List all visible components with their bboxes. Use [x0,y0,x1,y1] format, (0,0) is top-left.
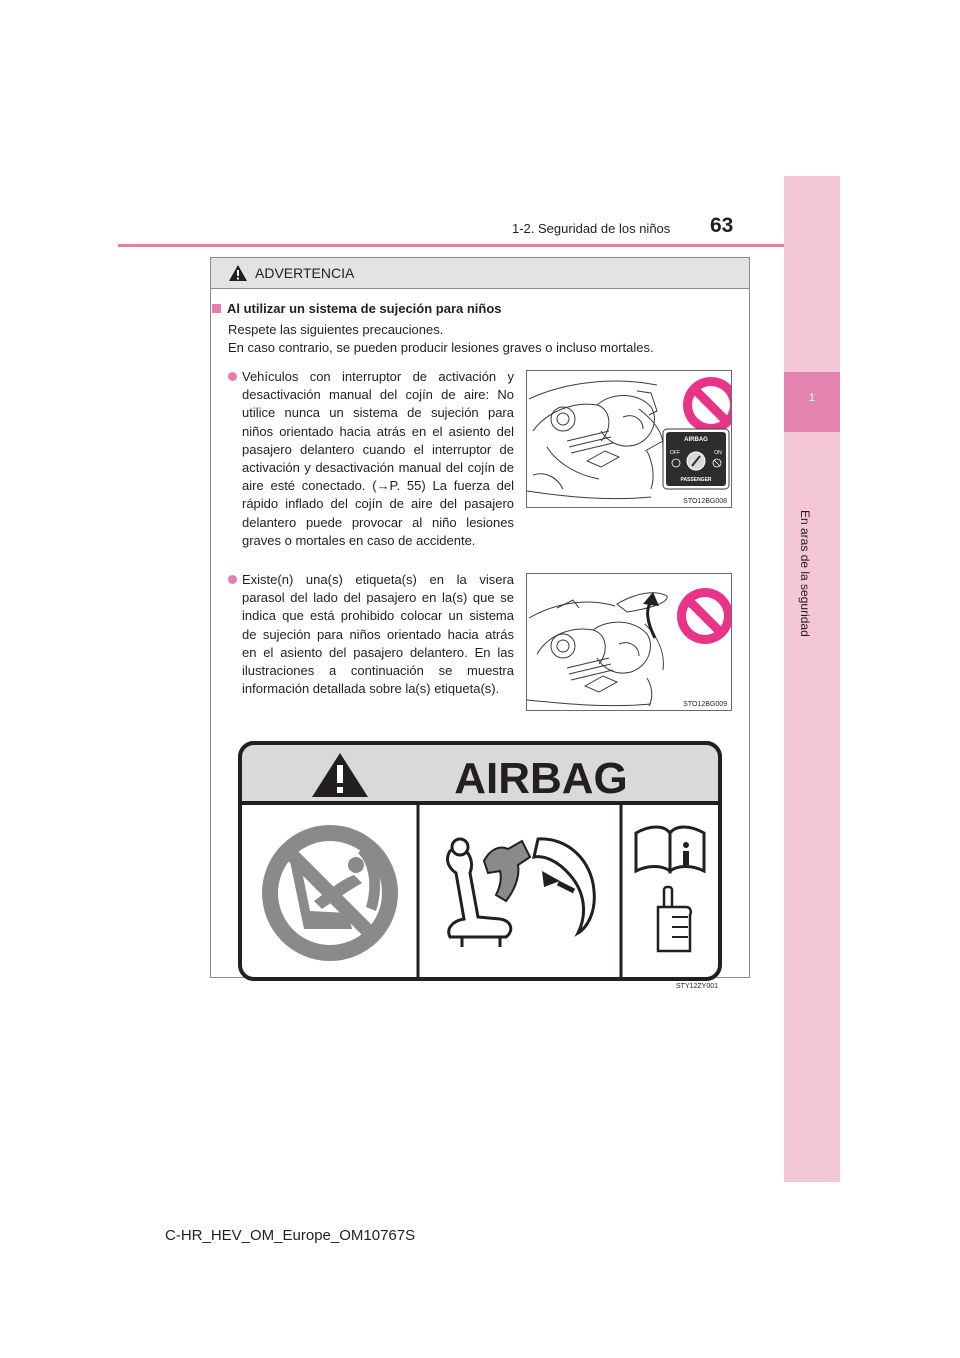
warning-intro-line: Respete las siguientes precauciones. [228,322,444,337]
warning-subhead [212,301,502,316]
prohibited-rear-facing-seat-icon [262,825,398,961]
warning-subhead-text: Al utilizar un sistema de sujeción para niños [227,301,502,316]
airbag-warning-label [238,741,722,981]
sunvisor-interior-illustration [527,574,732,711]
airbag-label-title: AIRBAG [454,754,628,803]
switch-title-label: AIRBAG [684,437,708,443]
switch-passenger-label: PASSENGER [680,477,712,483]
document-id: C-HR_HEV_OM_Europe_OM10767S [165,1227,416,1244]
figure-code: STO12BG009 [683,701,727,708]
switch-off-label: OFF [670,450,680,456]
warning-triangle-icon [228,264,248,282]
page-number: 63 [710,214,734,237]
chapter-number: 1 [808,392,816,404]
airbag-label-illustration [238,741,722,981]
round-bullet-icon [228,372,237,381]
figure-code: STY12ZY001 [676,983,719,990]
figure-sunvisor-illustration [526,573,732,711]
figure-code: STO12BG008 [683,498,727,505]
chapter-label: En aras de la seguridad [798,510,812,637]
warning-header [211,258,749,289]
header-rule [118,244,784,247]
dashboard-switch-illustration [527,371,732,508]
bullet-text: Vehículos con interruptor de activación y desactivación manual del cojín de aire: No utilice nunca un sistema de sujeción para niños orientado hacia atrás en el asiento del pasajero delantero cuando el interruptor de activación y desactivación manual del cojín de aire esté conectado. (→P. 55) La fuerza del rápido inflado del cojín de aire del pasajero delantero puede provocar al niño lesiones graves o mortales en caso de accidente. [242,369,514,548]
switch-on-label: ON [714,450,722,456]
warning-intro [228,321,728,356]
chapter-side-tab [784,176,840,1182]
round-bullet-icon [228,575,237,584]
warning-intro-line: En caso contrario, se pueden producir lesiones graves o incluso mortales. [228,339,654,355]
figure-switch-illustration [526,370,732,508]
section-title: 1-2. Seguridad de los niños [512,221,671,236]
square-bullet-icon [212,304,221,313]
bullet-text: Existe(n) una(s) etiqueta(s) en la visera parasol del lado del pasajero en la(s) que se indica que está prohibido colocar un sistema de sujeción para niños orientado hacia atrás en el asiento del pasajero delantero. En las ilustraciones a continuación se muestra información detallada sobre la(s) etiqueta(s). [242,572,514,697]
warning-title: ADVERTENCIA [255,265,355,281]
